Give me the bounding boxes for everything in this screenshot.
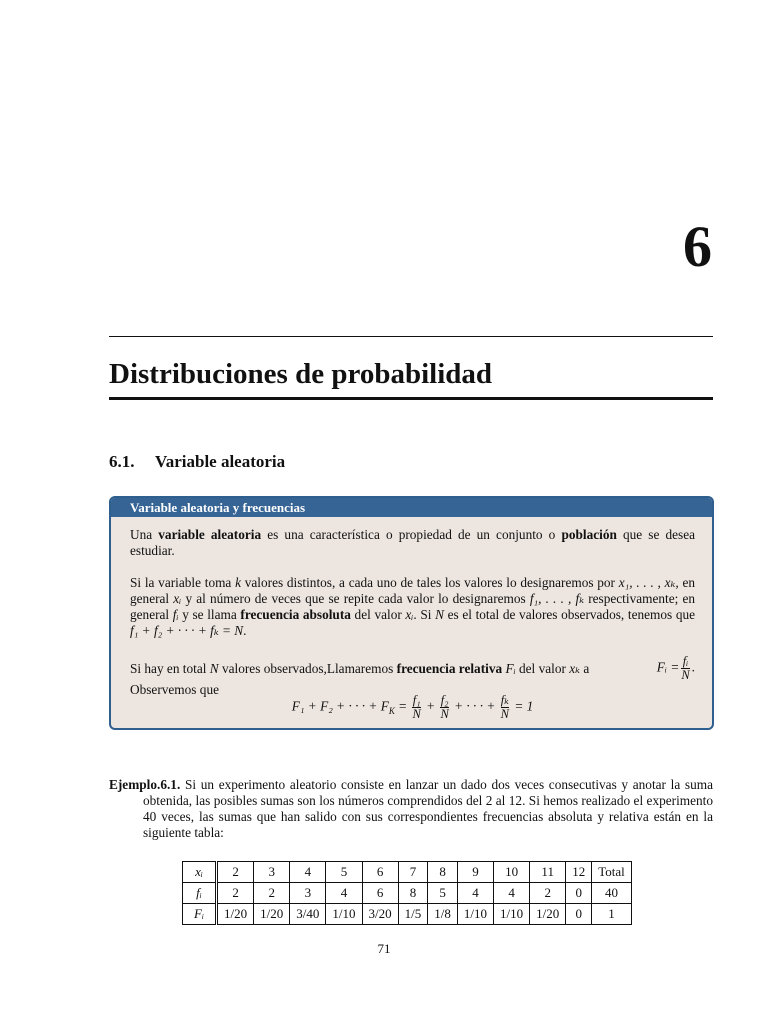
table-cell: 4 <box>494 883 530 904</box>
table-cell: 1 <box>592 904 632 925</box>
table-cell: 1/10 <box>326 904 362 925</box>
table-cell: 10 <box>494 862 530 883</box>
section-heading <box>109 452 285 472</box>
table-cell: 3 <box>254 862 290 883</box>
table-cell: 5 <box>428 883 458 904</box>
table-cell: 8 <box>428 862 458 883</box>
table-row <box>183 904 632 925</box>
table-cell: 40 <box>592 883 632 904</box>
table-cell: 4 <box>290 862 326 883</box>
section-title: Variable aleatoria <box>155 452 286 471</box>
section-number: 6.1. <box>109 452 135 471</box>
table-cell: 1/10 <box>457 904 493 925</box>
table-cell: 12 <box>566 862 592 883</box>
table-cell: 4 <box>457 883 493 904</box>
table-cell: 3 <box>290 883 326 904</box>
table-cell: 2 <box>217 862 254 883</box>
chapter-title: Distribuciones de probabilidad <box>109 358 493 390</box>
example-text: Si un experimento aleatorio consiste en lanzar un dado dos veces consecutivas y anotar la suma obtenida, las posibles sumas son los números comprendidos del 2 al 12. Si hemos realizado el experimento 40 veces, las sumas que han salido con sus correspondientes frecuencias absoluta y relativa están en la siguiente tabla: <box>143 777 713 840</box>
table-cell: 1/8 <box>428 904 458 925</box>
table-cell: 1/20 <box>530 904 566 925</box>
definition-box-heading: Variable aleatoria y frecuencias <box>111 498 712 517</box>
definition-paragraph-1: Una variable aleatoria es una característica o propiedad de un conjunto o población que se desea estudiar. <box>130 527 696 558</box>
frequency-table <box>182 861 632 925</box>
definition-paragraph-2: Si la variable toma k valores distintos, a cada uno de tales los valores lo designaremos por x₁, . . . , xₖ, en general xᵢ y al número de veces que se repite cada valor lo designaremos f₁, . . . , fₖ respectivamente; en general fᵢ y se llama frecuencia absoluta del valor xᵢ. Si N es el total de valores observados, tenemos que f₁ + f₂ + · · · + fₖ = N. <box>130 575 696 638</box>
table-cell: 6 <box>362 862 398 883</box>
table-cell: 0 <box>566 904 592 925</box>
table-row <box>183 883 632 904</box>
table-cell: 6 <box>362 883 398 904</box>
table-cell: Total <box>592 862 632 883</box>
table-row-label: fᵢ <box>183 883 217 904</box>
table-cell: 5 <box>326 862 362 883</box>
sum-formula: F₁ + F₂ + · · · + $F_K$ = $\frac{\text{f₁}}{N}$ + $\frac{\text{f₂}}{N}$ + · · · + $\frac{\text{fₖ}}{N}$ = 1 <box>291 693 534 721</box>
table-cell: 1/20 <box>217 904 254 925</box>
definition-box <box>109 496 714 730</box>
chapter-rule-top <box>109 336 713 337</box>
table-cell: 1/10 <box>494 904 530 925</box>
observe-text: Observemos que <box>130 682 219 697</box>
table-cell: 9 <box>457 862 493 883</box>
chapter-rule-bottom <box>109 397 713 400</box>
example-paragraph <box>109 777 713 841</box>
table-cell: 8 <box>398 883 428 904</box>
table-row-label: xᵢ <box>183 862 217 883</box>
table-cell: 2 <box>254 883 290 904</box>
table-cell: 2 <box>530 883 566 904</box>
table-cell: 3/40 <box>290 904 326 925</box>
table-cell: 4 <box>326 883 362 904</box>
table-cell: 0 <box>566 883 592 904</box>
table-cell: 2 <box>217 883 254 904</box>
page-number: 71 <box>377 941 391 956</box>
table-cell: 11 <box>530 862 566 883</box>
table-row-label: Fᵢ <box>183 904 217 925</box>
example-label: Ejemplo.6.1. <box>109 777 181 792</box>
relative-frequency-fraction: $\frac{\text{fᵢ}}{N}$ <box>681 654 690 682</box>
table-cell: 3/20 <box>362 904 398 925</box>
table-cell: 1/20 <box>254 904 290 925</box>
table-cell: 1/5 <box>398 904 428 925</box>
definition-paragraph-3: Si hay en total N valores observados,Llamaremos frecuencia relativa Fᵢ del valor xₖ a Fᵢ = $\frac{\text{fᵢ}}{N}$ . Observemos que F₁ + F₂ + · · · + $F_K$ = $\frac{\text{f₁}}{N}$ + $\frac{\text{f₂}}{N}$ + · · · + $\frac{\text{fₖ}}{N}$ = 1 <box>130 654 695 721</box>
definition-box-body <box>111 517 712 721</box>
chapter-number: 6 <box>683 214 712 279</box>
table-cell: 7 <box>398 862 428 883</box>
table-row <box>183 862 632 883</box>
